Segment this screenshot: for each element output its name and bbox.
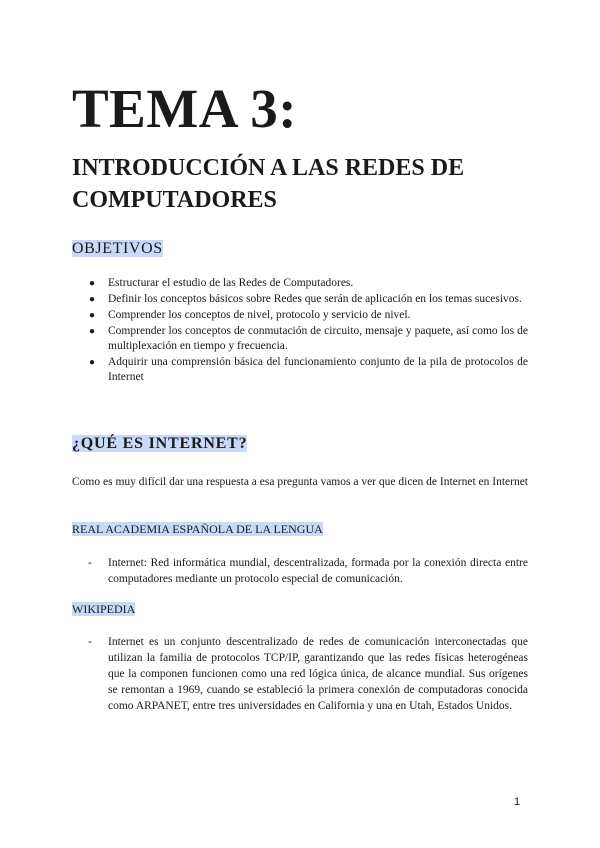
definition-wikipedia-text: Internet es un conjunto descentralizado de redes de comunicación interconectadas que utilizan la familia de protocolos TCP/IP, garantizando que las redes físicas heterogéneas que la componen funcionen como una red lógica única, de alcance mundial. Sus orígenes se remontan a 1969, cuando se estableció la primera conexión de computadoras conocida como ARPANET, entre tres universidades en California y una en Utah, Estados Unidos. <box>108 636 528 712</box>
dash-icon: - <box>88 636 92 648</box>
objective-text: Adquirir una comprensión básica del funcionamiento conjunto de la pila de protocolos de Internet <box>108 356 528 383</box>
internet-intro: Como es muy difícil dar una respuesta a esa pregunta vamos a ver que dicen de Internet en Internet <box>72 476 528 488</box>
objective-item <box>86 292 528 307</box>
dash-icon: - <box>88 557 92 569</box>
internet-heading <box>72 434 247 454</box>
bullet-icon: ● <box>89 278 96 289</box>
source-name-wikipedia: WIKIPEDIA <box>72 602 136 616</box>
bullet-icon: ● <box>89 294 96 305</box>
objective-item <box>86 276 528 291</box>
source-heading-wikipedia <box>72 601 135 617</box>
objective-text: Comprender los conceptos de nivel, protocolo y servicio de nivel. <box>108 309 411 321</box>
objective-text: Comprender los conceptos de conmutación de circuito, mensaje y paquete, así como los de multiplexación en tiempo y frecuencia. <box>108 325 528 352</box>
page-number: 1 <box>514 796 521 808</box>
objective-item <box>86 355 528 385</box>
objectives-heading <box>72 239 163 259</box>
objective-item <box>86 308 528 323</box>
objectives-list <box>86 276 528 386</box>
bullet-icon: ● <box>89 326 96 337</box>
objectives-heading-text: OBJETIVOS <box>72 240 163 257</box>
objective-text: Estructurar el estudio de las Redes de Computadores. <box>108 277 354 289</box>
source-name-rae: REAL ACADEMIA ESPAÑOLA DE LA LENGUA <box>72 522 323 536</box>
definition-rae <box>88 555 528 587</box>
definition-rae-text: Internet: Red informática mundial, descentralizada, formada por la conexión directa entre computadores mediante un protocolo especial de comunicación. <box>108 557 528 585</box>
objective-text: Definir los conceptos básicos sobre Redes que serán de aplicación en los temas sucesivos. <box>108 293 522 305</box>
bullet-icon: ● <box>89 310 96 321</box>
internet-heading-text: ¿QUÉ ES INTERNET? <box>72 435 248 452</box>
objective-item <box>86 324 528 354</box>
definition-wikipedia <box>88 634 528 714</box>
bullet-icon: ● <box>89 357 96 368</box>
document-title: TEMA 3: <box>72 78 298 139</box>
document-subtitle: INTRODUCCIÓN A LAS REDES DE COMPUTADORES <box>72 155 465 213</box>
source-heading-rae <box>72 521 323 537</box>
